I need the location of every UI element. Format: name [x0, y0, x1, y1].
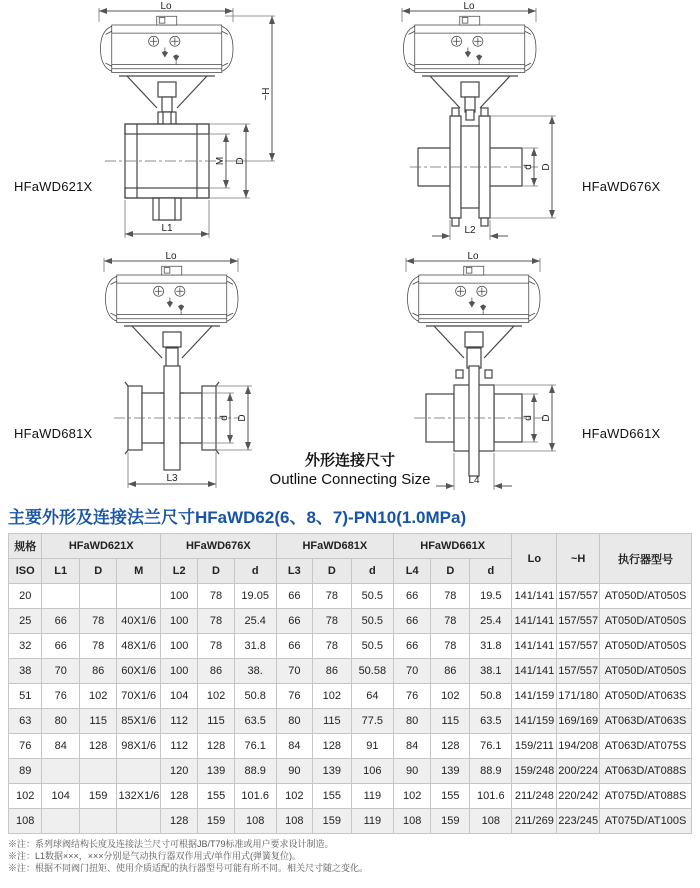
table-cell: 211/248 — [512, 784, 557, 809]
drawing-hfawd676x — [388, 2, 603, 247]
table-cell: 139 — [431, 759, 470, 784]
table-cell — [42, 759, 79, 784]
table-cell: 115 — [198, 709, 234, 734]
table-cell: 155 — [431, 784, 470, 809]
table-cell: 159 — [198, 809, 234, 834]
table-cell: 102 — [393, 784, 430, 809]
subheader-l2: L2 — [160, 559, 197, 584]
drawing-hfawd621x — [85, 2, 300, 247]
table-cell: 101.6 — [470, 784, 512, 809]
table-cell: 115 — [312, 709, 351, 734]
dim-label-d-outer: D — [237, 414, 248, 422]
table-cell: 159 — [79, 784, 116, 809]
dim-label-lo: Lo — [165, 252, 177, 262]
table-cell: 78 — [431, 584, 470, 609]
table-cell: 115 — [79, 709, 116, 734]
spec-table — [8, 533, 692, 834]
table-cell: 90 — [393, 759, 430, 784]
dim-label-h: ~H — [261, 87, 272, 101]
table-cell: 70X1/6 — [117, 684, 161, 709]
table-cell: 104 — [160, 684, 197, 709]
table-cell: 132X1/6 — [117, 784, 161, 809]
table-cell: 70 — [42, 659, 79, 684]
table-cell — [117, 759, 161, 784]
header-h: ~H — [557, 534, 600, 584]
table-cell: 90 — [276, 759, 312, 784]
table-cell: 86 — [79, 659, 116, 684]
table-cell: 128 — [312, 734, 351, 759]
subheader-iso: ISO — [9, 559, 42, 584]
table-row — [9, 684, 692, 709]
table-cell: 50.8 — [234, 684, 276, 709]
table-cell: 102 — [431, 684, 470, 709]
table-cell: 108 — [9, 809, 42, 834]
dim-label-d-outer: D — [541, 414, 552, 422]
dim-label-d-outer: D — [541, 163, 552, 171]
table-cell: 91 — [351, 734, 393, 759]
table-cell: 115 — [431, 709, 470, 734]
table-cell: 88.9 — [234, 759, 276, 784]
table-cell: 86 — [431, 659, 470, 684]
table-cell: 112 — [160, 734, 197, 759]
footnote-3: ※注：根据不同阀门扭矩、使用介质适配的执行器型号可能有所不同。相关尺寸随之变化。 — [8, 863, 369, 873]
table-cell: AT050D/AT050S — [600, 634, 692, 659]
table-cell: 78 — [198, 609, 234, 634]
table-cell: 139 — [198, 759, 234, 784]
table-cell: 101.6 — [234, 784, 276, 809]
table-cell: 159/211 — [512, 734, 557, 759]
table-cell: 77.5 — [351, 709, 393, 734]
table-cell: 100 — [160, 584, 197, 609]
table-row — [9, 734, 692, 759]
table-cell: 89 — [9, 759, 42, 784]
table-cell: AT063D/AT075S — [600, 734, 692, 759]
table-cell: 155 — [198, 784, 234, 809]
table-cell: AT050D/AT050S — [600, 659, 692, 684]
table-cell: 128 — [79, 734, 116, 759]
table-cell: 128 — [160, 809, 197, 834]
table-row — [9, 709, 692, 734]
footnote-2: ※注：L1数据×××，×××分别是气动执行器双作用式/单作用式(弹簧复位)。 — [8, 851, 302, 861]
table-cell: 64 — [351, 684, 393, 709]
table-cell: 63.5 — [470, 709, 512, 734]
table-cell: 66 — [276, 584, 312, 609]
table-cell — [79, 584, 116, 609]
table-row — [9, 759, 692, 784]
dim-label-d-inner: d — [219, 415, 230, 421]
table-cell: 76.1 — [234, 734, 276, 759]
table-cell: 50.8 — [470, 684, 512, 709]
dim-label-l3: L3 — [166, 473, 178, 484]
table-cell: AT050D/AT063S — [600, 684, 692, 709]
table-cell: 78 — [312, 609, 351, 634]
table-cell: 119 — [351, 809, 393, 834]
table-cell: 78 — [312, 584, 351, 609]
table-cell: 84 — [42, 734, 79, 759]
table-cell: 211/269 — [512, 809, 557, 834]
table-cell: 50.58 — [351, 659, 393, 684]
table-cell: 100 — [160, 659, 197, 684]
dim-label-d-inner: d — [523, 164, 534, 170]
section-title: 主要外形及连接法兰尺寸HFaWD62(6、8、7)-PN10(1.0MPa) — [8, 508, 467, 527]
table-cell — [42, 584, 79, 609]
table-cell: 100 — [160, 609, 197, 634]
drawings-caption — [0, 452, 700, 490]
header-hfawd681x: HFaWD681X — [276, 534, 393, 559]
table-cell — [42, 809, 79, 834]
table-cell: AT075D/AT088S — [600, 784, 692, 809]
table-cell: 171/180 — [557, 684, 600, 709]
table-cell: 200/224 — [557, 759, 600, 784]
table-cell: 141/141 — [512, 584, 557, 609]
table-cell: 66 — [393, 634, 430, 659]
table-cell — [117, 809, 161, 834]
table-cell: 66 — [42, 634, 79, 659]
table-cell — [79, 759, 116, 784]
subheader-l1: L1 — [42, 559, 79, 584]
table-row — [9, 609, 692, 634]
table-cell: 76 — [276, 684, 312, 709]
table-cell: 159 — [312, 809, 351, 834]
model-label-hfawd676x: HFaWD676X — [582, 179, 661, 194]
header-lo: Lo — [512, 534, 557, 584]
table-cell: 76 — [9, 734, 42, 759]
dim-label-l4: L4 — [468, 475, 480, 486]
table-cell: 84 — [393, 734, 430, 759]
table-cell: 78 — [198, 634, 234, 659]
table-cell: 159 — [431, 809, 470, 834]
table-cell: 70 — [276, 659, 312, 684]
table-cell: 86 — [312, 659, 351, 684]
dim-label-l1: L1 — [161, 223, 173, 234]
model-label-hfawd661x: HFaWD661X — [582, 426, 661, 441]
table-cell: 80 — [393, 709, 430, 734]
table-cell: 48X1/6 — [117, 634, 161, 659]
table-cell: 141/141 — [512, 634, 557, 659]
model-label-hfawd681x: HFaWD681X — [14, 426, 93, 441]
dim-label-m: M — [215, 156, 226, 166]
table-cell: 78 — [431, 609, 470, 634]
table-cell: 112 — [160, 709, 197, 734]
table-cell: 78 — [79, 634, 116, 659]
table-cell: AT063D/AT088S — [600, 759, 692, 784]
table-cell: 139 — [312, 759, 351, 784]
table-cell: 155 — [312, 784, 351, 809]
table-cell: AT050D/AT050S — [600, 609, 692, 634]
table-cell: 76 — [42, 684, 79, 709]
header-hfawd676x: HFaWD676X — [160, 534, 276, 559]
table-cell: 51 — [9, 684, 42, 709]
group-header-row — [9, 534, 692, 559]
table-cell: 25 — [9, 609, 42, 634]
table-cell: 102 — [276, 784, 312, 809]
subheader-d-small: d — [470, 559, 512, 584]
subheader-d: D — [312, 559, 351, 584]
table-cell: 63.5 — [234, 709, 276, 734]
table-cell: 102 — [198, 684, 234, 709]
header-spec: 规格 — [9, 534, 42, 559]
table-cell: 19.05 — [234, 584, 276, 609]
subheader-m: M — [117, 559, 161, 584]
table-cell: 157/557 — [557, 659, 600, 684]
header-actuator-model: 执行器型号 — [600, 534, 692, 584]
table-cell: AT063D/AT063S — [600, 709, 692, 734]
table-cell: 108 — [234, 809, 276, 834]
table-cell: 88.9 — [470, 759, 512, 784]
subheader-d-small: d — [351, 559, 393, 584]
table-cell: 106 — [351, 759, 393, 784]
table-cell: 128 — [160, 784, 197, 809]
table-cell: 141/141 — [512, 659, 557, 684]
dim-label-lo: Lo — [463, 2, 475, 12]
table-cell: 169/169 — [557, 709, 600, 734]
table-cell: 50.5 — [351, 584, 393, 609]
table-cell: 78 — [79, 609, 116, 634]
table-cell: 128 — [431, 734, 470, 759]
table-cell: 66 — [393, 609, 430, 634]
table-cell — [117, 584, 161, 609]
table-cell: 70 — [393, 659, 430, 684]
table-cell: 120 — [160, 759, 197, 784]
table-cell: 85X1/6 — [117, 709, 161, 734]
table-cell: 102 — [312, 684, 351, 709]
table-cell: 84 — [276, 734, 312, 759]
dim-label-l2: L2 — [464, 225, 476, 236]
table-cell: 157/557 — [557, 609, 600, 634]
header-hfawd621x: HFaWD621X — [42, 534, 160, 559]
table-row — [9, 809, 692, 834]
subheader-d: D — [431, 559, 470, 584]
spec-table-wrap — [8, 533, 692, 834]
table-cell: 60X1/6 — [117, 659, 161, 684]
table-cell: 76.1 — [470, 734, 512, 759]
dim-label-d-outer: D — [235, 157, 246, 165]
table-cell: 157/557 — [557, 584, 600, 609]
table-cell: 38.1 — [470, 659, 512, 684]
subheader-d-small: d — [234, 559, 276, 584]
dim-label-lo: Lo — [467, 252, 479, 262]
table-cell: 66 — [276, 609, 312, 634]
table-cell: 66 — [393, 584, 430, 609]
table-cell: 98X1/6 — [117, 734, 161, 759]
table-cell: 108 — [470, 809, 512, 834]
table-cell: 86 — [198, 659, 234, 684]
spec-table-body — [9, 584, 692, 834]
table-cell: 119 — [351, 784, 393, 809]
table-cell: 159/248 — [512, 759, 557, 784]
table-cell: 141/159 — [512, 684, 557, 709]
table-cell: 141/141 — [512, 609, 557, 634]
table-cell: 38. — [234, 659, 276, 684]
table-row — [9, 634, 692, 659]
table-cell: 128 — [198, 734, 234, 759]
table-cell: 194/208 — [557, 734, 600, 759]
table-cell: 102 — [9, 784, 42, 809]
table-cell: 104 — [42, 784, 79, 809]
table-cell: 76 — [393, 684, 430, 709]
table-cell: 78 — [312, 634, 351, 659]
spec-table-head — [9, 534, 692, 584]
table-cell: 63 — [9, 709, 42, 734]
table-cell: 50.5 — [351, 609, 393, 634]
table-cell: 40X1/6 — [117, 609, 161, 634]
footnote-1: ※注：系列球阀结构长度及连接法兰尺寸可根据JB/T79标准或用户要求设计制造。 — [8, 839, 334, 849]
table-row — [9, 784, 692, 809]
table-cell: 19.5 — [470, 584, 512, 609]
table-cell: 31.8 — [470, 634, 512, 659]
table-cell: 108 — [393, 809, 430, 834]
table-cell — [79, 809, 116, 834]
table-cell: 108 — [276, 809, 312, 834]
table-cell: 141/159 — [512, 709, 557, 734]
subheader-d: D — [79, 559, 116, 584]
caption-english: Outline Connecting Size — [269, 470, 431, 488]
dim-label-d-inner: d — [523, 415, 534, 421]
footnotes — [8, 838, 692, 874]
table-cell: 66 — [276, 634, 312, 659]
table-cell: 66 — [42, 609, 79, 634]
table-cell: AT075D/AT100S — [600, 809, 692, 834]
table-cell: 157/557 — [557, 634, 600, 659]
table-cell: 20 — [9, 584, 42, 609]
model-label-hfawd621x: HFaWD621X — [14, 179, 93, 194]
table-cell: AT050D/AT050S — [600, 584, 692, 609]
subheader-l4: L4 — [393, 559, 430, 584]
table-row — [9, 659, 692, 684]
table-cell: 32 — [9, 634, 42, 659]
table-cell: 80 — [276, 709, 312, 734]
table-row — [9, 584, 692, 609]
table-cell: 25.4 — [234, 609, 276, 634]
table-cell: 100 — [160, 634, 197, 659]
table-cell: 25.4 — [470, 609, 512, 634]
table-cell: 78 — [198, 584, 234, 609]
table-cell: 223/245 — [557, 809, 600, 834]
dim-label-lo: Lo — [160, 2, 172, 12]
table-cell: 31.8 — [234, 634, 276, 659]
table-cell: 50.5 — [351, 634, 393, 659]
subheader-d: D — [198, 559, 234, 584]
table-cell: 38 — [9, 659, 42, 684]
table-cell: 78 — [431, 634, 470, 659]
subheader-l3: L3 — [276, 559, 312, 584]
table-cell: 102 — [79, 684, 116, 709]
table-cell: 220/242 — [557, 784, 600, 809]
table-cell: 80 — [42, 709, 79, 734]
caption-chinese: 外形连接尺寸 — [304, 452, 395, 469]
header-hfawd661x: HFaWD661X — [393, 534, 511, 559]
